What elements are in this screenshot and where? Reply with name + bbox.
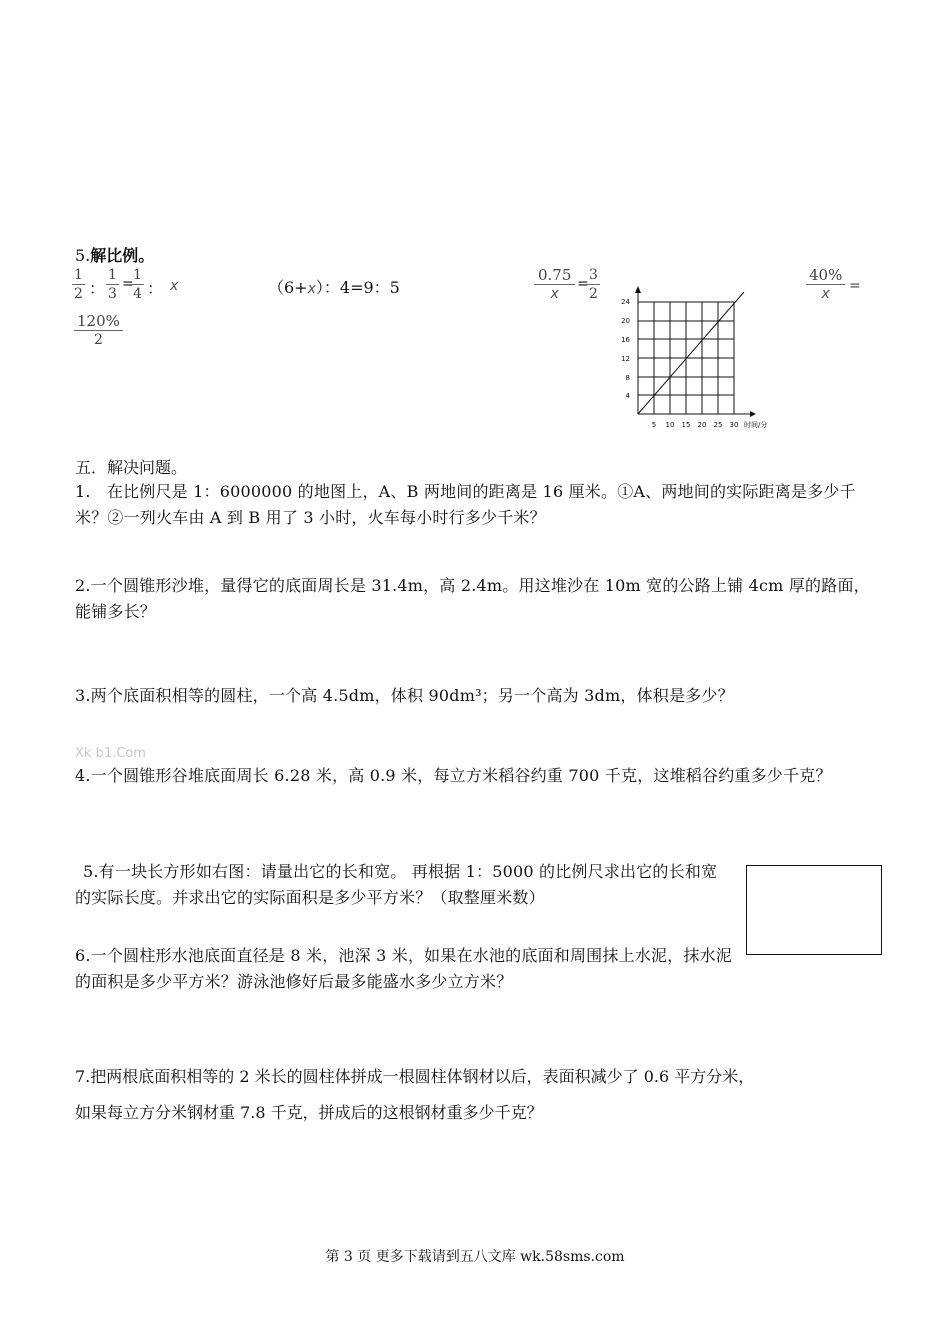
fraction-1-4 <box>131 266 144 303</box>
numerator: 1 <box>74 267 83 283</box>
fraction-120pct-2 <box>74 312 123 349</box>
y-axis-arrow <box>635 286 641 293</box>
eq2-rest: ）：4=9：5 <box>315 278 400 297</box>
denominator: 4 <box>133 286 142 302</box>
ratio-colon: ： <box>147 279 164 298</box>
rectangle-figure <box>746 865 882 955</box>
equation-2 <box>268 276 400 301</box>
section-5-number: 5. <box>75 246 91 265</box>
denominator: 3 <box>108 286 117 302</box>
x-tick-label: 5 <box>651 421 657 429</box>
x-axis-label: 时间/分 <box>744 421 768 429</box>
y-tick-label: 16 <box>621 336 630 344</box>
ratio-colon: ： <box>89 279 106 298</box>
denominator: x <box>550 286 559 302</box>
x-tick-label: 25 <box>713 421 723 429</box>
denominator: 2 <box>74 286 83 302</box>
variable-x: x <box>307 281 316 297</box>
section-wu-title: 五．解决问题。 <box>75 458 188 477</box>
problem-6: 6.一个圆柱形水池底面直径是 8 米，池深 3 米，如果在水池的底面和周围抹上水泥，抹水泥的面积是多少平方米？游泳池修好后最多能盛水多少立方米？ <box>75 946 732 991</box>
x-axis-arrow <box>750 411 756 417</box>
fraction-40pct-x <box>806 266 845 303</box>
fraction-3-2 <box>587 266 600 303</box>
y-tick-label: 4 <box>625 392 630 400</box>
equals-sign: = <box>577 276 589 292</box>
x-tick-label: 15 <box>681 421 691 429</box>
numerator: 120% <box>74 312 123 331</box>
line-graph <box>600 284 790 434</box>
problem-1: 1. 在比例尺是 1：6000000 的地图上，A、B 两地间的距离是 16 厘米。①A、两地间的实际距离是多少千米？②一列火车由 A 到 B 用了 3 小时，火车每小时行多少千米？ <box>75 482 856 527</box>
numerator: 40% <box>806 266 845 285</box>
equals-sign: = <box>122 276 134 292</box>
page-footer: 第 3 页 更多下载请到五八文库 wk.58sms.com <box>325 1249 625 1265</box>
y-tick-label: 24 <box>621 298 630 306</box>
x-tick-label: 30 <box>729 421 739 429</box>
problem-4: 4.一个圆锥形谷堆底面周长 6.28 米，高 0.9 米，每立方米稻谷约重 700 千克，这堆稻谷约重多少千克？ <box>75 766 832 785</box>
denominator: x <box>821 286 830 302</box>
equals-sign: = <box>849 278 861 294</box>
problem-3: 3.两个底面积相等的圆柱，一个高 4.5dm，体积 90dm³；另一个高为 3dm，体积是多少？ <box>75 686 734 705</box>
section-5-heading <box>75 244 154 268</box>
variable-x: x <box>170 278 179 294</box>
y-tick-label: 8 <box>625 374 630 382</box>
section-5-title: 解比例。 <box>90 246 155 265</box>
problem-7-line-1: 7.把两根底面积相等的 2 米长的圆柱体拼成一根圆柱体钢材以后，表面积减少了 0.6 平方分米， <box>75 1067 755 1086</box>
numerator: 1 <box>133 267 142 283</box>
fraction-1-2 <box>72 266 85 303</box>
denominator: 2 <box>93 332 103 348</box>
x-tick-label: 10 <box>665 421 675 429</box>
y-tick-label: 12 <box>621 355 630 363</box>
numerator: 1 <box>108 267 117 283</box>
x-tick-label: 20 <box>697 421 707 429</box>
problem-7-line-2: 如果每立方分米钢材重 7.8 千克，拼成后的这根钢材重多少千克？ <box>75 1103 543 1122</box>
y-tick-label: 20 <box>621 317 630 325</box>
problem-5: 5.有一块长方形如右图：请量出它的长和宽。 再根据 1：5000 的比例尺求出它的长和宽的实际长度。并求出它的实际面积是多少平方米？（取整厘米数） <box>75 862 718 907</box>
numerator: 0.75 <box>534 266 575 285</box>
problem-2: 2.一个圆锥形沙堆，量得它的底面周长是 31.4m，高 2.4m。用这堆沙在 10m 宽的公路上铺 4cm 厚的路面，能铺多长？ <box>75 576 870 621</box>
fraction-1-3 <box>106 266 119 303</box>
denominator: 2 <box>589 286 598 302</box>
eq2-open: （6+ <box>268 278 308 297</box>
numerator: 3 <box>589 267 598 283</box>
watermark: Xk b1.Com <box>75 746 146 761</box>
fraction-075-x <box>534 266 575 303</box>
